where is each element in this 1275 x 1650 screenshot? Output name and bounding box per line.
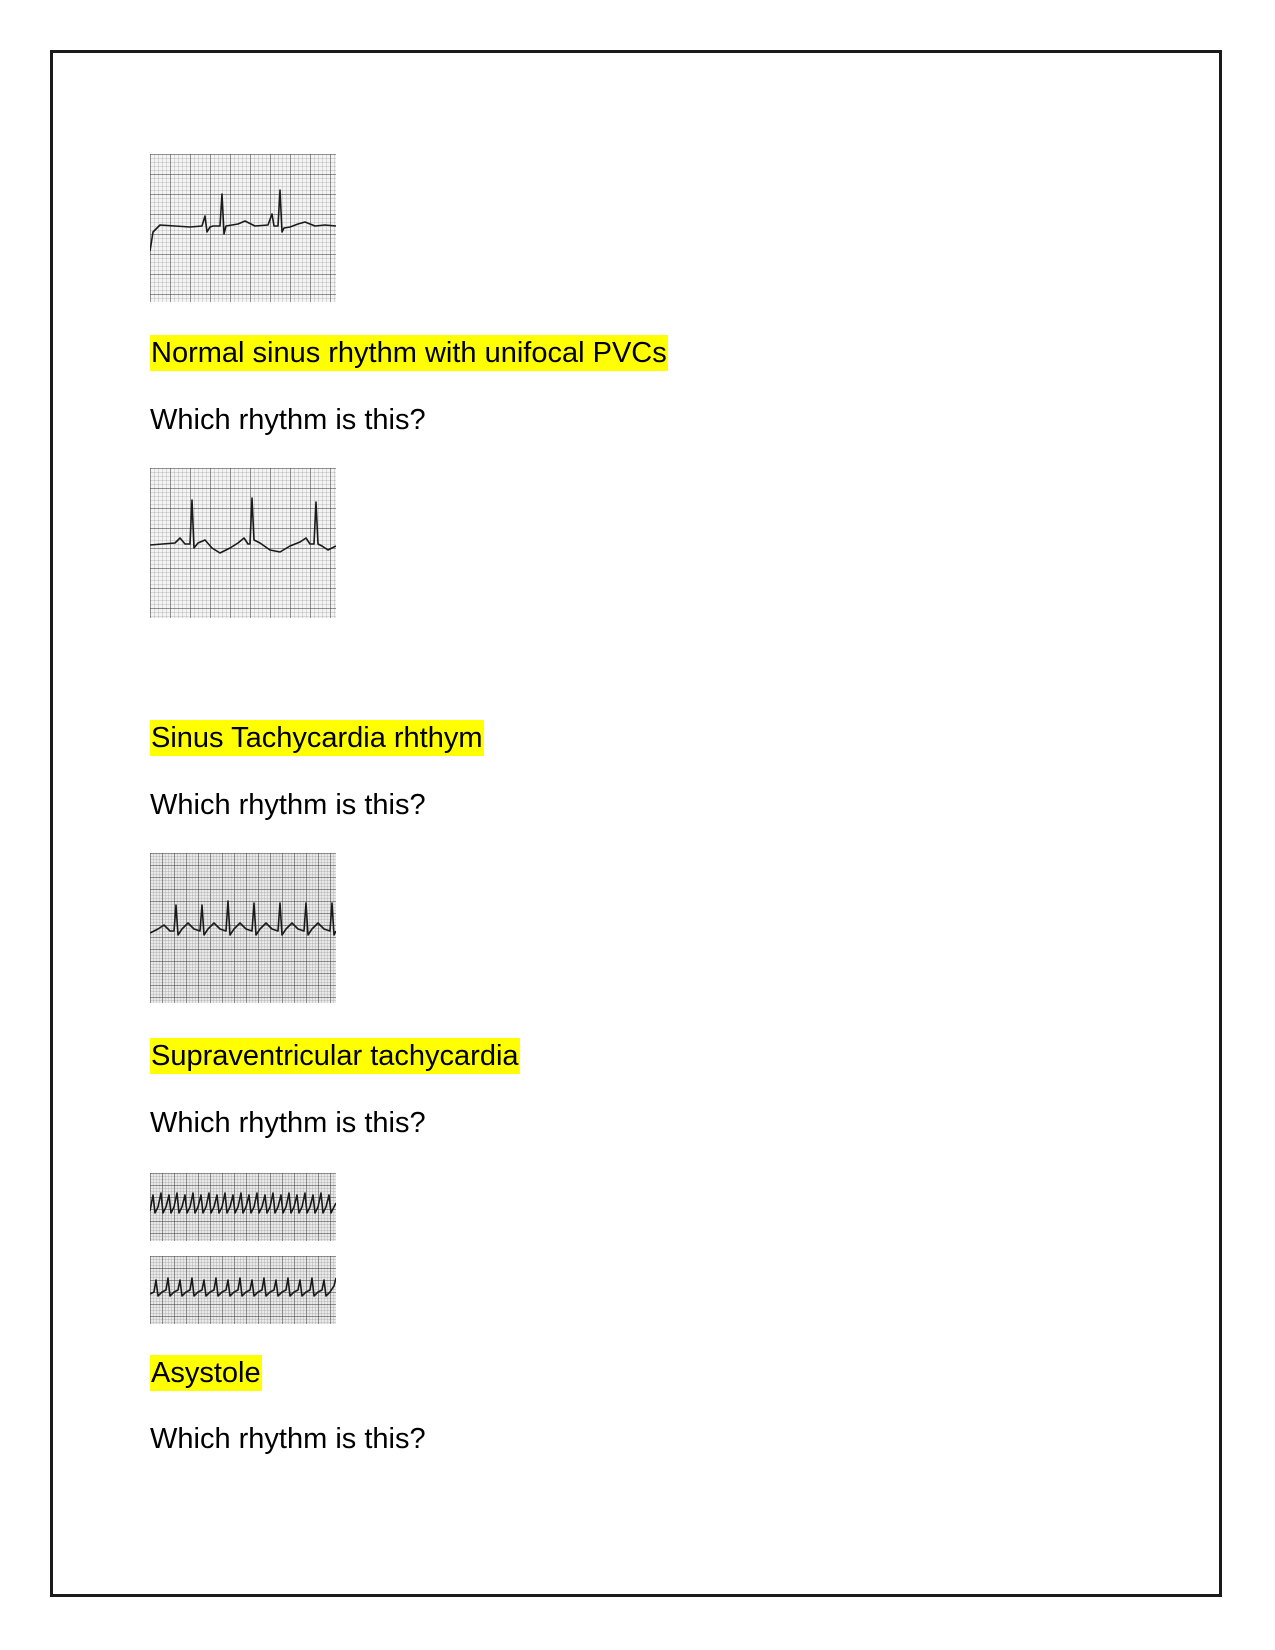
- question-label-4: Which rhythm is this?: [150, 1423, 426, 1455]
- ecg-strip-4b: [150, 1256, 336, 1324]
- ecg-strip-1: [150, 154, 336, 302]
- question-label-1: Which rhythm is this?: [150, 404, 426, 436]
- ecg-strip-3: [150, 853, 336, 1003]
- answer-label-4: Asystole: [151, 1357, 261, 1389]
- answer-label-3: Supraventricular tachycardia: [151, 1040, 519, 1072]
- answer-label-1: Normal sinus rhythm with unifocal PVCs: [151, 337, 667, 369]
- question-label-3: Which rhythm is this?: [150, 1107, 426, 1139]
- ecg-strip-4a: [150, 1173, 336, 1241]
- question-label-2: Which rhythm is this?: [150, 789, 426, 821]
- answer-label-2: Sinus Tachycardia rhthym: [151, 722, 483, 754]
- ecg-strip-2: [150, 468, 336, 618]
